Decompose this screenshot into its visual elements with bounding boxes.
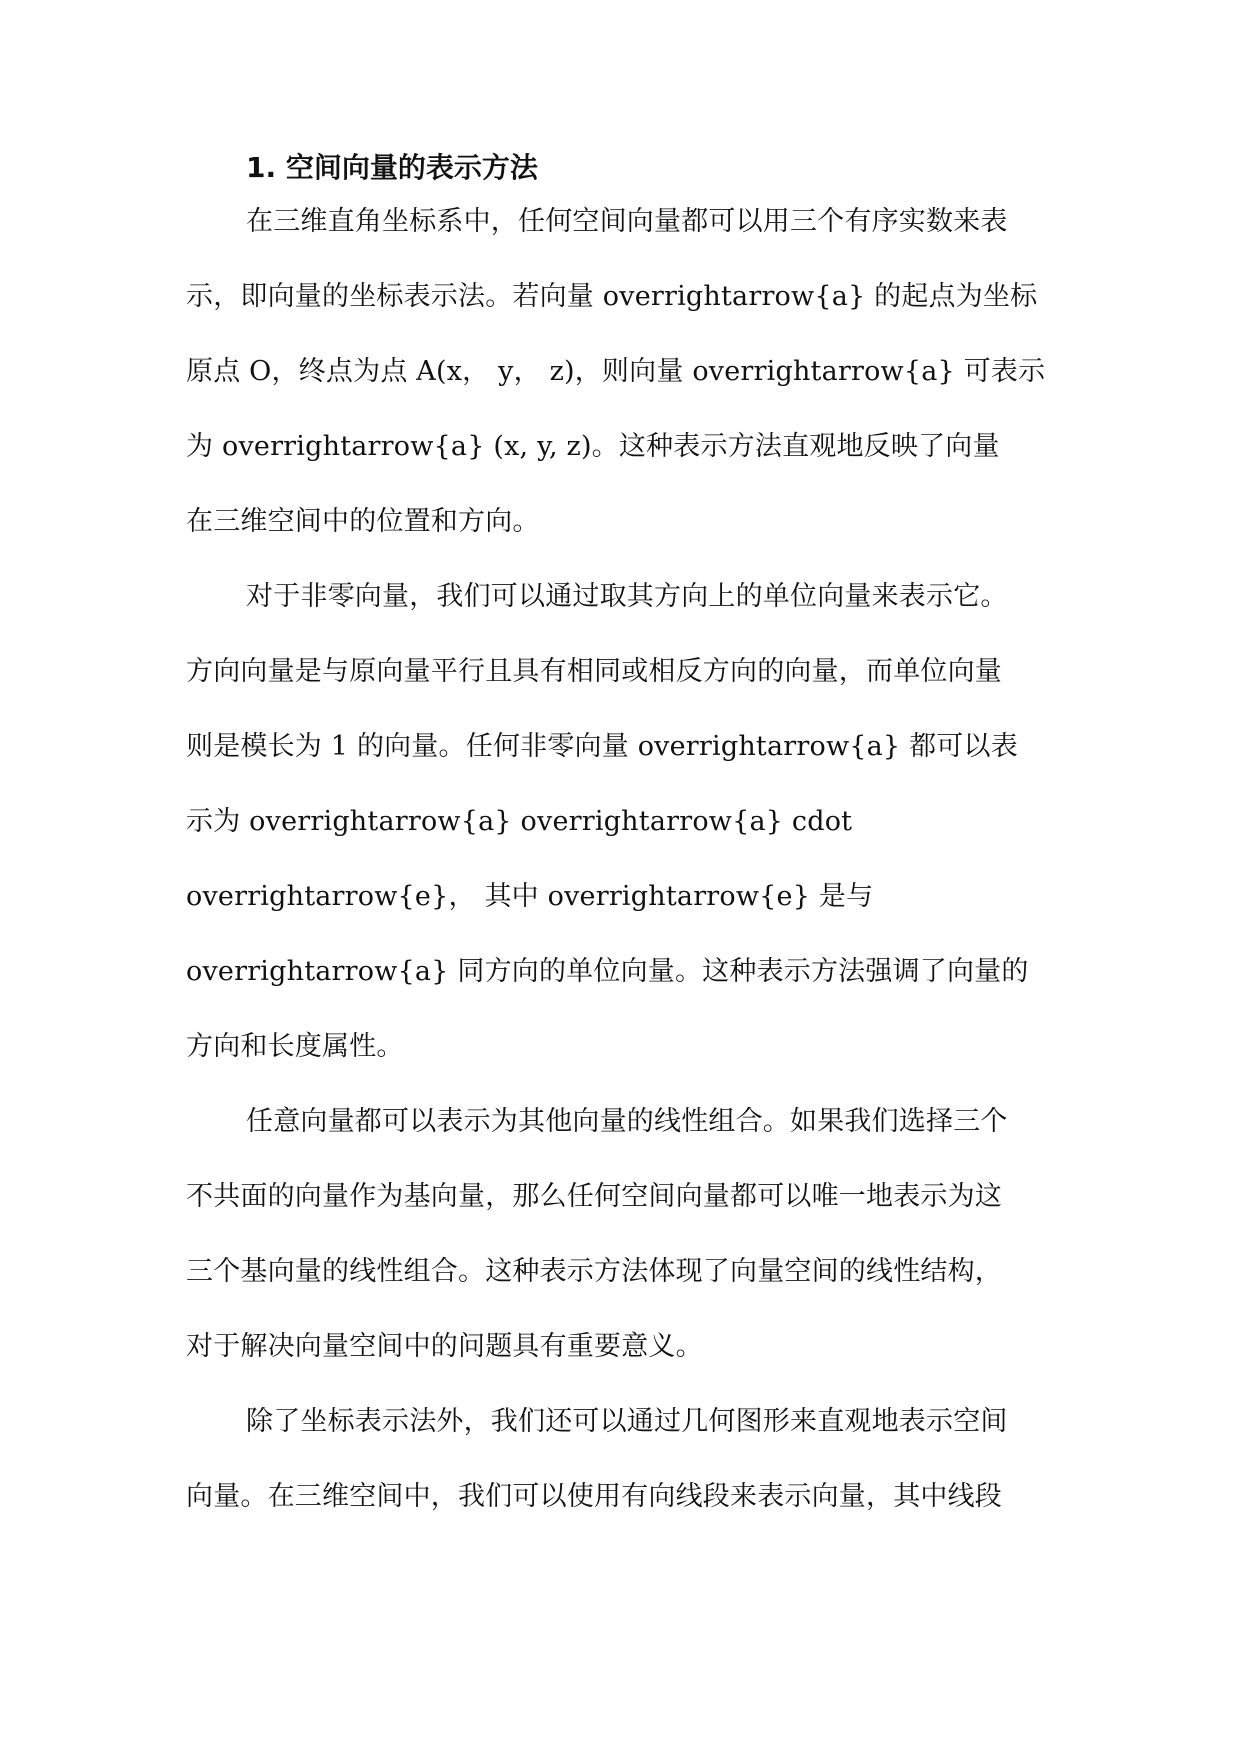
paragraph-4-line-2: 向量。在三维空间中，我们可以使用有向线段来表示向量，其中线段: [186, 1481, 1002, 1512]
paragraph-2-line-1: 对于非零向量，我们可以通过取其方向上的单位向量来表示它。: [246, 581, 1008, 612]
section-heading: 1. 空间向量的表示方法: [246, 151, 538, 184]
paragraph-3-line-2: 不共面的向量作为基向量，那么任何空间向量都可以唯一地表示为这: [186, 1181, 1002, 1212]
paragraph-2-line-3: 则是模长为 1 的向量。任何非零向量 overrightarrow{a} 都可以表: [186, 731, 1018, 762]
paragraph-2-line-6: overrightarrow{a} 同方向的单位向量。这种表示方法强调了向量的: [186, 956, 1029, 987]
paragraph-1-line-4: 为 overrightarrow{a} (x, y, z)。这种表示方法直观地反映了向量: [186, 431, 1000, 462]
paragraph-4-line-1: 除了坐标表示法外，我们还可以通过几何图形来直观地表示空间: [246, 1406, 1008, 1437]
paragraph-3-line-1: 任意向量都可以表示为其他向量的线性组合。如果我们选择三个: [246, 1106, 1008, 1137]
paragraph-1-line-2: 示，即向量的坐标表示法。若向量 overrightarrow{a} 的起点为坐标: [186, 281, 1038, 312]
paragraph-2-line-7: 方向和长度属性。: [186, 1031, 404, 1062]
paragraph-1-line-5: 在三维空间中的位置和方向。: [186, 506, 540, 537]
paragraph-1-line-3: 原点 O，终点为点 A(x， y， z)，则向量 overrightarrow{a} 可表示: [186, 356, 1046, 387]
paragraph-2-line-2: 方向向量是与原向量平行且具有相同或相反方向的向量，而单位向量: [186, 656, 1002, 687]
paragraph-3-line-4: 对于解决向量空间中的问题具有重要意义。: [186, 1331, 703, 1362]
paragraph-2-line-5: overrightarrow{e}， 其中 overrightarrow{e} 是与: [186, 881, 874, 912]
paragraph-2-line-4: 示为 overrightarrow{a} overrightarrow{a} cdot: [186, 806, 853, 837]
paragraph-1-line-1: 在三维直角坐标系中，任何空间向量都可以用三个有序实数来表: [246, 206, 1008, 237]
paragraph-3-line-3: 三个基向量的线性组合。这种表示方法体现了向量空间的线性结构，: [186, 1256, 1002, 1287]
